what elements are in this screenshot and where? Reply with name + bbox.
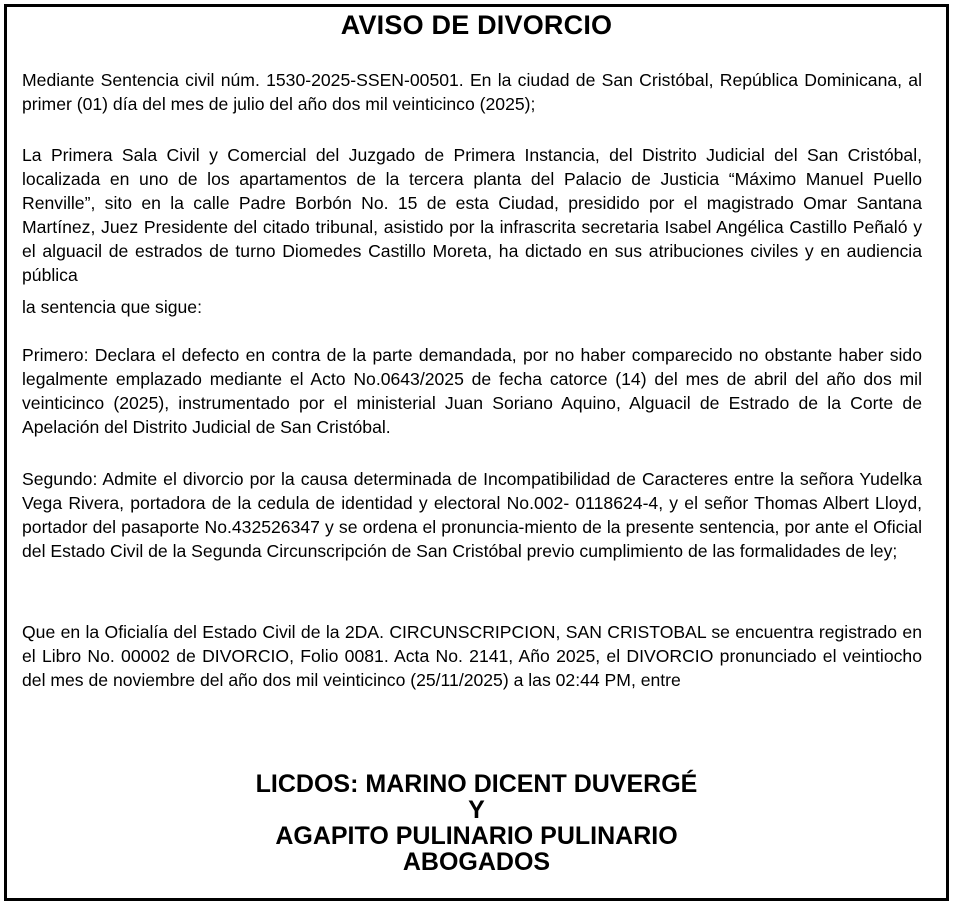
notice-border — [4, 4, 949, 901]
signature-block — [0, 771, 953, 875]
signature-second-lawyer: AGAPITO PULINARIO PULINARIO — [275, 822, 678, 850]
signature-lawyers-line: LICDOS: MARINO DICENT DUVERGÉ — [255, 770, 698, 798]
paragraph-second-ruling: Segundo: Admite el divorcio por la causa determinada de Incompatibilidad de Caracteres entre la señora Yudelka Vega Rivera, portadora de la cedula de identidad y electoral No.002- 0118624-4, y el señor Thomas Albert Lloyd, portador del pasaporte No.432526347 y se ordena el pronuncia-miento de la presente sentencia, por ante el Oficial del Estado Civil de la Segunda Circunscripción de San Cristóbal previo cumplimiento de las formalidades de ley; — [22, 469, 922, 561]
signature-conjunction: Y — [468, 796, 485, 824]
paragraph-court-description: La Primera Sala Civil y Comercial del Juzgado de Primera Instancia, del Distrito Judicial del San Cristóbal, localizada en uno de los apartamentos de la tercera planta del Palacio de Justicia “Máximo Manuel Puello Renville”, sito en la calle Padre Borbón No. 15 de esta Ciudad, presidido por el magistrado Omar Santana Martínez, Juez Presidente del citado tribunal, asistido por la infrascrita secretaria Isabel Angélica Castillo Peñaló y el alguacil de estrados de turno Diomedes Castillo Moreta, ha dictado en sus atribuciones civiles y en audiencia pública — [22, 145, 922, 285]
paragraph-sentence-reference: Mediante Sentencia civil núm. 1530-2025-SSEN-00501. En la ciudad de San Cristóbal, República Dominicana, al primer (01) día del mes de julio del año dos mil veinticinco (2025); — [22, 70, 922, 114]
paragraph-first-ruling: Primero: Declara el defecto en contra de la parte demandada, por no haber comparecido no obstante haber sido legalmente emplazado mediante el Acto No.0643/2025 de fecha catorce (14) del mes de abril del año dos mil veinticinco (2025), instrumentado por el ministerial Juan Soriano Aquino, Alguacil de Estrado de la Corte de Apelación del Distrito Judicial de San Cristóbal. — [22, 345, 922, 437]
paragraph-sentence-intro: la sentencia que sigue: — [22, 297, 202, 317]
signature-role: ABOGADOS — [402, 848, 551, 876]
notice-title: AVISO DE DIVORCIO — [340, 10, 613, 40]
paragraph-registration: Que en la Oficialía del Estado Civil de la 2DA. CIRCUNSCRIPCION, SAN CRISTOBAL se encuentra registrado en el Libro No. 00002 de DIVORCIO, Folio 0081. Acta No. 2141, Año 2025, el DIVORCIO pronunciado el veintiocho del mes de noviembre del año dos mil veinticinco (25/11/2025) a las 02:44 PM, entre — [22, 622, 922, 690]
